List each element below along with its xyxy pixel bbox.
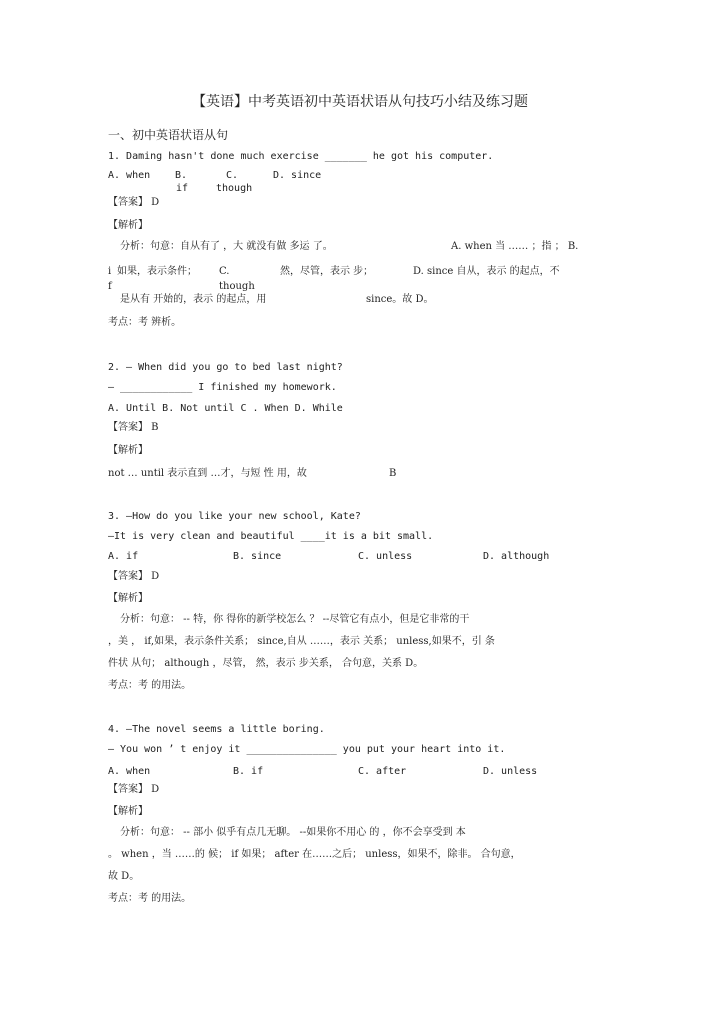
q2-explanation-line1: not … until 表示直到 …才，与短 性 用，故 xyxy=(108,468,307,479)
q4-option-a: A. when xyxy=(108,766,151,777)
q4-explanation-line3: 故 D。 xyxy=(108,871,140,882)
q3-stem: 3. —How do you like your new school, Kate? xyxy=(108,511,361,522)
q1-explanation-line2e: D. since 自从，表示 的起点，不 xyxy=(413,266,560,277)
q1-option-c-word: though xyxy=(216,183,253,194)
q4-analysis-label: 【解析】 xyxy=(108,806,148,817)
q3-option-d: D. although xyxy=(483,551,550,562)
q1-explanation-line3b: though xyxy=(219,281,255,292)
q2-line2: — ____________ I finished my homework. xyxy=(108,382,337,393)
q4-option-d: D. unless xyxy=(483,766,538,777)
q1-explanation-line2a: i xyxy=(108,266,112,277)
q2-stem: 2. — When did you go to bed last night? xyxy=(108,362,343,373)
q3-option-a: A. if xyxy=(108,551,139,562)
q4-option-c: C. after xyxy=(358,766,407,777)
q4-explanation-line2: 。 when ，当 ……的 候； if 如果； after 在……之后； unless，如果不，除非。 合句意， xyxy=(108,849,521,860)
q1-option-b-letter: B. xyxy=(175,170,188,181)
q1-analysis-label: 【解析】 xyxy=(108,220,148,231)
q1-explanation-line2c: C. xyxy=(219,266,230,277)
q2-explanation-answer: B xyxy=(389,468,397,479)
q3-explanation-line2: ，美 ， if,如果，表示条件关系； since,自从 ……，表示 关系； unless,如果不，引 条 xyxy=(108,636,495,647)
q1-stem: 1. Daming hasn't done much exercise _______ he got his computer. xyxy=(108,151,494,162)
q2-answer: 【答案】 B xyxy=(108,422,159,433)
section-heading: 一、初中英语状语从句 xyxy=(108,128,229,142)
q1-explanation-line2d: 然，尽管，表示 步； xyxy=(280,266,374,277)
q1-option-b-word: if xyxy=(176,183,189,194)
q4-test-point: 考点：考 的用法。 xyxy=(108,893,192,904)
q1-answer: 【答案】 D xyxy=(108,197,160,208)
q4-answer: 【答案】 D xyxy=(108,784,160,795)
q2-options: A. Until B. Not until C . When D. While xyxy=(108,403,343,414)
q3-explanation-line1: 分析：句意： -- 特，你 得你的新学校怎么 ？ --尽管它有点小，但是它非常的干 xyxy=(120,614,470,625)
q4-explanation-line1: 分析：句意： -- 部小 似乎有点几无聊。 --如果你不用心 的 ，你不会享受到 本 xyxy=(120,827,466,838)
q3-option-b: B. since xyxy=(233,551,282,562)
q1-explanation-line1b: A. when 当 …… ；指 ； B. xyxy=(451,241,579,252)
q1-explanation-line4b: since。故 D。 xyxy=(366,294,434,305)
q1-explanation-line2b: 如果，表示条件； xyxy=(117,266,197,277)
q1-option-a: A. when xyxy=(108,170,151,181)
q3-explanation-line3: 件状 从句； although ，尽管， 然，表示 步关系， 合句意，关系 D。 xyxy=(108,658,424,669)
q3-answer: 【答案】 D xyxy=(108,571,160,582)
q4-stem: 4. —The novel seems a little boring. xyxy=(108,724,325,735)
q1-option-c-letter: C. xyxy=(226,170,239,181)
q3-line2: —It is very clean and beautiful ____it is a bit small. xyxy=(108,531,434,542)
q1-test-point: 考点：考 辨析。 xyxy=(108,317,182,328)
q3-test-point: 考点：考 的用法。 xyxy=(108,680,192,691)
q1-explanation-line4a: 是从有 开始的，表示 的起点，用 xyxy=(120,294,267,305)
q4-line2: — You won ’ t enjoy it _______________ you put your heart into it. xyxy=(108,744,506,755)
q1-explanation-line3a: f xyxy=(108,281,112,292)
q1-explanation-line1: 分析：句意：自从有了 ，大 就没有做 多运 了。 xyxy=(120,241,333,252)
q2-analysis-label: 【解析】 xyxy=(108,445,148,456)
q3-analysis-label: 【解析】 xyxy=(108,593,148,604)
q3-option-c: C. unless xyxy=(358,551,413,562)
q1-option-d: D. since xyxy=(273,170,322,181)
page-title: 【英语】中考英语初中英语状语从句技巧小结及练习题 xyxy=(192,94,528,110)
q4-option-b: B. if xyxy=(233,766,264,777)
